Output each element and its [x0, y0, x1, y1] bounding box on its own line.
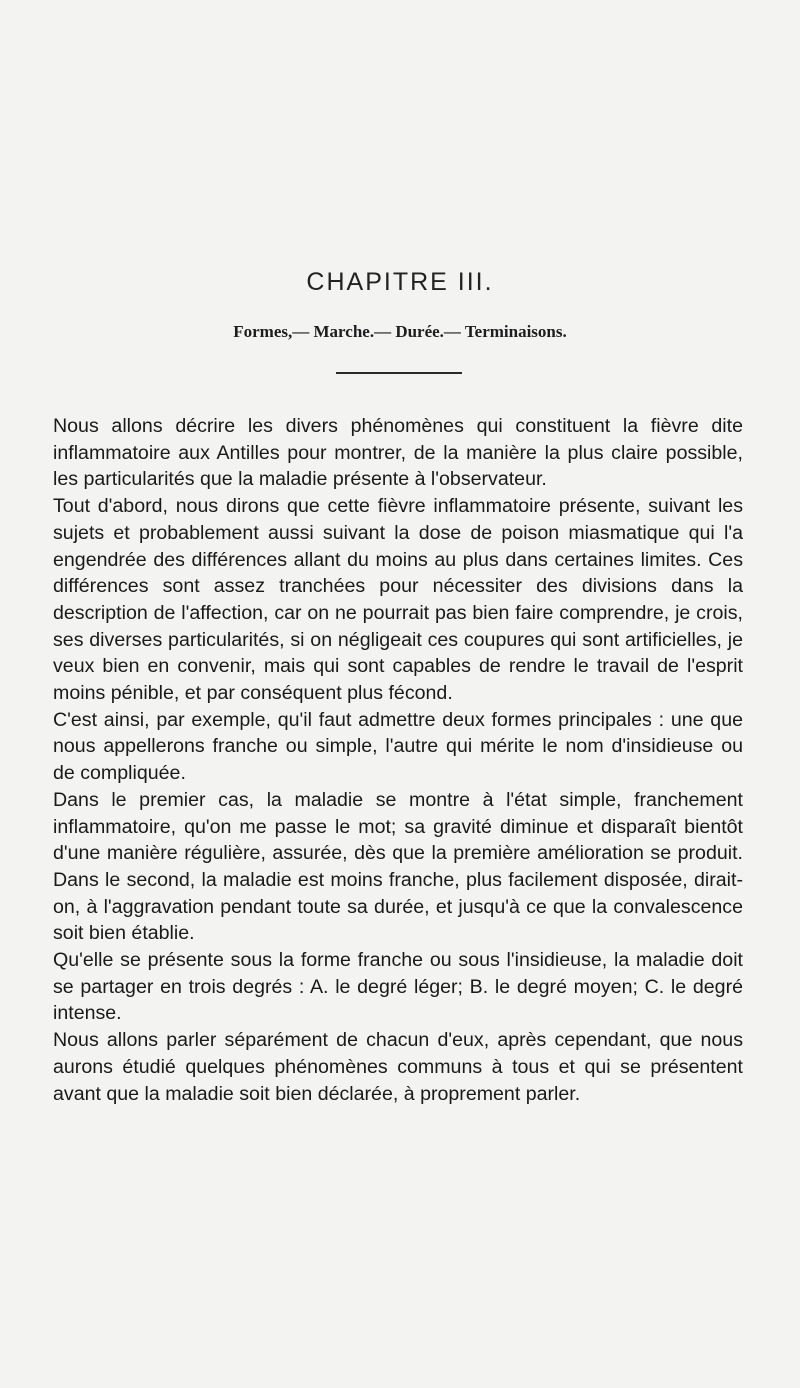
chapter-title: CHAPITRE III. [306, 268, 494, 296]
paragraph: C'est ainsi, par exemple, qu'il faut admettre deux formes principales : une que nous appellerons franche ou simple, l'autre qui mérite le nom d'insidieuse ou de compliquée. [53, 708, 743, 785]
paragraph: Nous allons décrire les divers phénomènes qui constituent la fièvre dite inflammatoire aux Antilles pour montrer, de la manière la plus claire possible, les particularités que la maladie présente à l'observateur. [53, 415, 743, 491]
title-divider [336, 372, 462, 374]
paragraph: Nous allons parler séparément de chacun d'eux, après cependant, que nous aurons étudié quelques phénomènes communs à tous et qui se présentent avant que la maladie soit bien déclarée, à proprement parler. [53, 1029, 743, 1105]
chapter-subtitle: Formes,— Marche.— Durée.— Terminaisons. [233, 322, 567, 341]
paragraph: Dans le premier cas, la maladie se montre à l'état simple, franchement inflammatoire, qu'on me passe le mot; sa gravité diminue et disparaît bientôt d'une manière régulière, assurée, dès que la première amélioration se produit. Dans le second, la maladie est moins franche, plus facilement disposée, dirait-on, à l'aggravation pendant toute sa durée, et jusqu'à ce que la convalescence soit bien établie. [53, 788, 743, 945]
paragraph: Qu'elle se présente sous la forme franche ou sous l'insidieuse, la maladie doit se partager en trois degrés : A. le degré léger; B. le degré moyen; C. le degré intense. [53, 949, 743, 1025]
chapter-body [53, 413, 743, 1107]
paragraph: Tout d'abord, nous dirons que cette fièvre inflammatoire présente, suivant les sujets et probablement aussi suivant la dose de poison miasmatique qui l'a engendrée des différences allant du moins au plus dans certaines limites. Ces différences sont assez tranchées pour nécessiter des divisions dans la description de l'affection, car on ne pourrait pas bien faire comprendre, je crois, ses diverses particularités, si on négligeait ces coupures qui sont artificielles, je veux bien en convenir, mais qui sont capables de rendre le travail de l'esprit moins pénible, et par conséquent plus fécond. [53, 495, 743, 705]
